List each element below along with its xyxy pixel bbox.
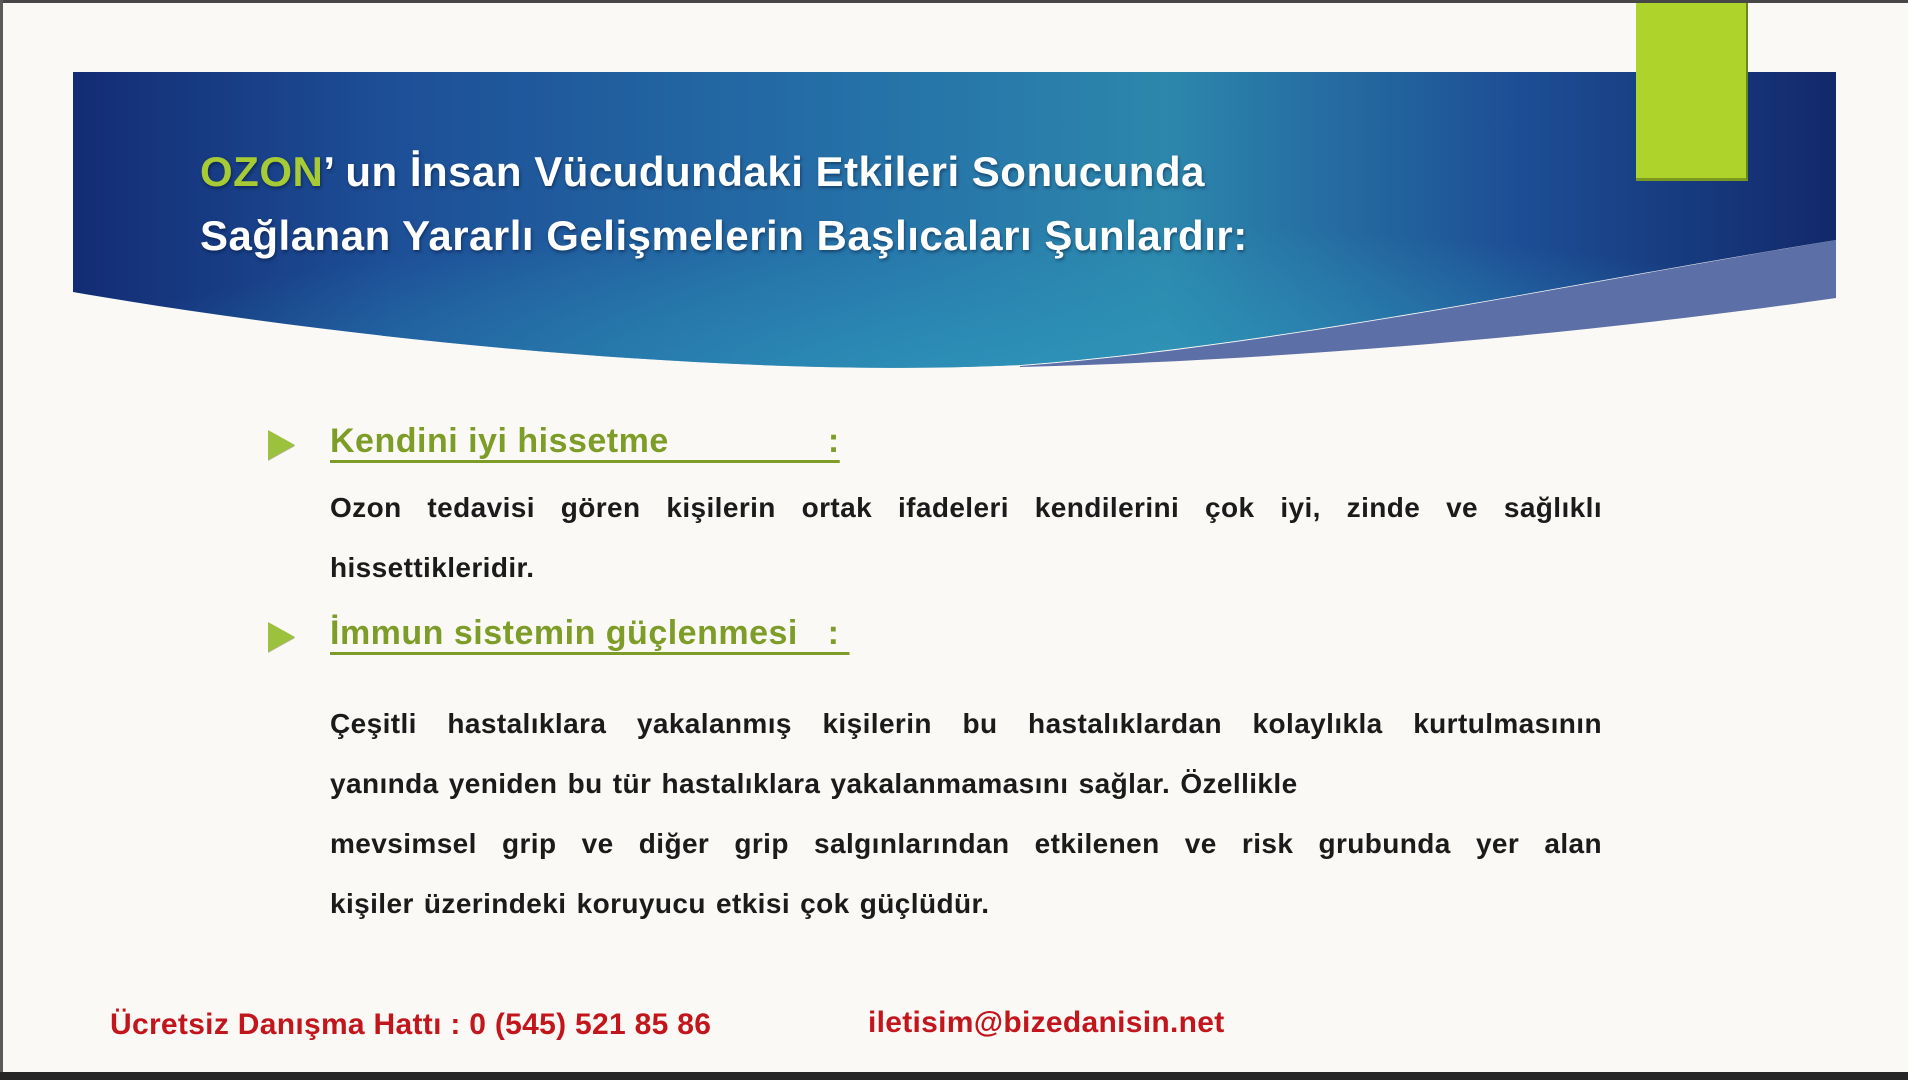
body-line: Ozon tedavisi gören kişilerin ortak ifadeleri kendilerini çok iyi, zinde ve sağlıklı [330, 492, 1602, 523]
bullet-arrow-icon [268, 430, 295, 460]
body-line: kişiler üzerindeki koruyucu etkisi çok güçlüdür. [330, 888, 990, 919]
title-line-1-rest: ’ un İnsan Vücudundaki Etkileri Sonucunda [323, 148, 1205, 195]
title-ozon-highlight: OZON [200, 148, 324, 195]
frame-edge-top [0, 0, 1908, 3]
bullet-heading-feel-good: Kendini iyi hissetme : [330, 422, 840, 460]
body-line: Çeşitli hastalıklara yakalanmış kişilerin bu hastalıklardan kolaylıkla kurtulmasının [330, 708, 1602, 739]
frame-edge-left [0, 0, 3, 1080]
bullet-body-feel-good [330, 478, 1602, 598]
bullet-arrow-icon [268, 622, 295, 652]
body-line: hissettikleridir. [330, 552, 535, 583]
title-line-2: Sağlanan Yararlı Gelişmelerin Başlıcaları Şunlardır: [200, 212, 1248, 259]
footer-email: iletisim@bizedanisin.net [868, 1006, 1225, 1039]
body-line: mevsimsel grip ve diğer grip salgınlarından etkilenen ve risk grubunda yer alan [330, 828, 1602, 859]
accent-rectangle [1636, 0, 1748, 181]
footer-hotline: Ücretsiz Danışma Hattı : 0 (545) 521 85 86 [110, 1008, 712, 1041]
title-line-1 [200, 140, 1600, 204]
bullet-body-immune-system [330, 694, 1602, 934]
body-line: yanında yeniden bu tür hastalıklara yakalanmamasını sağlar. Özellikle [330, 768, 1298, 799]
slide-title [200, 140, 1600, 268]
bullet-heading-immune-system: İmmun sistemin güçlenmesi : [330, 614, 850, 652]
frame-edge-bottom [0, 1072, 1908, 1080]
